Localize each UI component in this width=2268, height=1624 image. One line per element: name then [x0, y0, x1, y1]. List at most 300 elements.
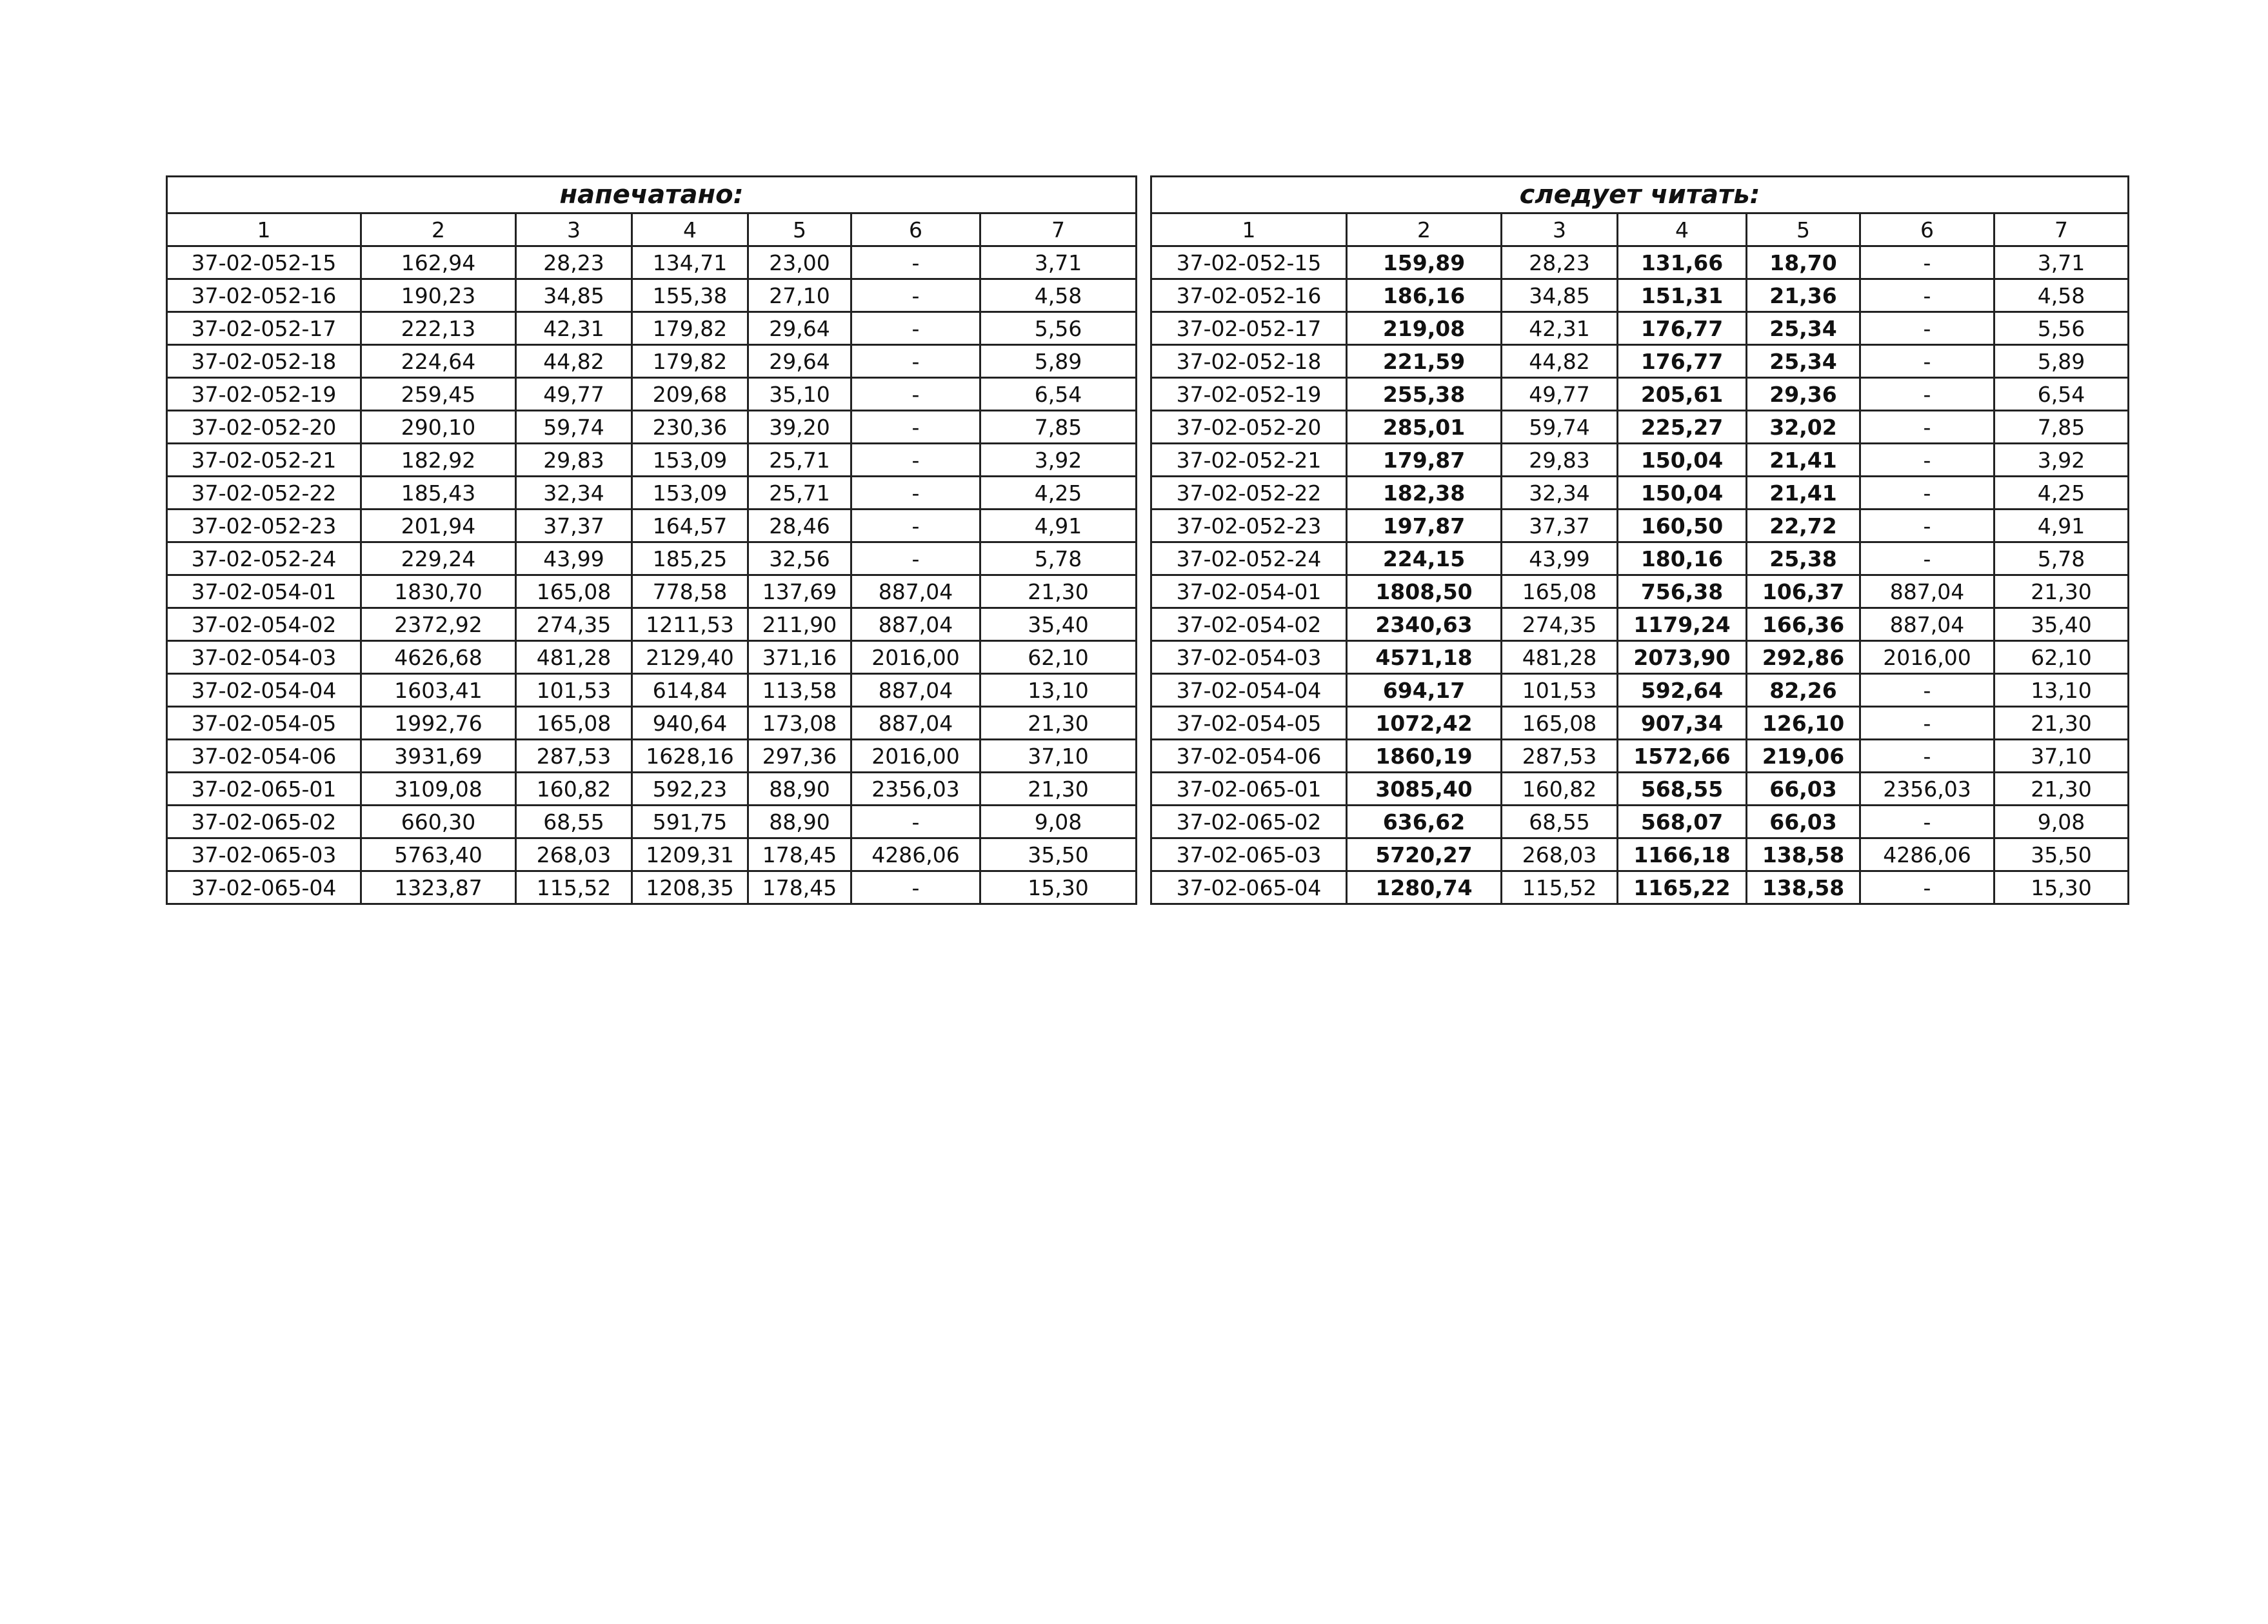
- table-cell: 186,16: [1347, 279, 1502, 312]
- table-cell: -: [851, 871, 980, 904]
- table-cell: 211,90: [748, 608, 851, 641]
- table-cell: 4571,18: [1347, 641, 1502, 674]
- table-cell: 134,71: [632, 246, 748, 279]
- table-cell: -: [1860, 345, 1994, 378]
- row-code-cell: 37-02-054-01: [167, 575, 361, 608]
- table-cell: 22,72: [1747, 510, 1860, 542]
- printed-column-number: 2: [361, 213, 516, 246]
- table-cell: 887,04: [851, 674, 980, 707]
- table-cell: -: [851, 542, 980, 575]
- row-code-cell: 37-02-052-24: [167, 542, 361, 575]
- row-code-cell: 37-02-065-03: [167, 838, 361, 871]
- table-cell: 37,37: [1502, 510, 1618, 542]
- table-cell: -: [851, 477, 980, 510]
- table-cell: 178,45: [748, 838, 851, 871]
- row-code-cell: 37-02-054-02: [1151, 608, 1347, 641]
- table-row: [167, 740, 1137, 773]
- table-cell: 290,10: [361, 411, 516, 444]
- table-cell: -: [1860, 444, 1994, 477]
- table-cell: 29,83: [1502, 444, 1618, 477]
- table-cell: 25,38: [1747, 542, 1860, 575]
- table-cell: 21,41: [1747, 477, 1860, 510]
- row-code-cell: 37-02-054-04: [1151, 674, 1347, 707]
- table-cell: 1628,16: [632, 740, 748, 773]
- table-cell: 160,82: [516, 773, 632, 806]
- table-cell: 82,26: [1747, 674, 1860, 707]
- table-row: [167, 246, 1137, 279]
- table-cell: 180,16: [1618, 542, 1747, 575]
- table-cell: 35,50: [980, 838, 1137, 871]
- table-row: [1151, 608, 2129, 641]
- table-cell: -: [1860, 312, 1994, 345]
- table-cell: 1165,22: [1618, 871, 1747, 904]
- printed-table: [166, 175, 1137, 905]
- table-cell: 201,94: [361, 510, 516, 542]
- table-cell: 131,66: [1618, 246, 1747, 279]
- table-cell: 660,30: [361, 806, 516, 838]
- table-cell: 25,34: [1747, 345, 1860, 378]
- table-cell: 21,41: [1747, 444, 1860, 477]
- printed-column-number: 7: [980, 213, 1137, 246]
- table-cell: 159,89: [1347, 246, 1502, 279]
- table-cell: 25,34: [1747, 312, 1860, 345]
- row-code-cell: 37-02-052-20: [167, 411, 361, 444]
- table-cell: 7,85: [1994, 411, 2129, 444]
- table-row: [1151, 773, 2129, 806]
- corrected-column-number: 7: [1994, 213, 2129, 246]
- table-cell: 255,38: [1347, 378, 1502, 411]
- table-cell: 15,30: [1994, 871, 2129, 904]
- table-cell: -: [851, 806, 980, 838]
- table-row: [167, 806, 1137, 838]
- table-cell: 1603,41: [361, 674, 516, 707]
- table-row: [1151, 740, 2129, 773]
- table-cell: 28,23: [1502, 246, 1618, 279]
- table-cell: 29,64: [748, 345, 851, 378]
- table-cell: -: [1860, 740, 1994, 773]
- table-cell: 190,23: [361, 279, 516, 312]
- table-cell: -: [851, 378, 980, 411]
- table-cell: 1166,18: [1618, 838, 1747, 871]
- table-cell: 481,28: [1502, 641, 1618, 674]
- printed-column-number: 3: [516, 213, 632, 246]
- table-cell: 694,17: [1347, 674, 1502, 707]
- corrected-column-number: 4: [1618, 213, 1747, 246]
- table-row: [1151, 871, 2129, 904]
- table-row: [167, 312, 1137, 345]
- table-cell: -: [851, 312, 980, 345]
- table-cell: 160,82: [1502, 773, 1618, 806]
- table-row: [1151, 707, 2129, 740]
- row-code-cell: 37-02-052-19: [1151, 378, 1347, 411]
- table-cell: 15,30: [980, 871, 1137, 904]
- table-cell: -: [851, 411, 980, 444]
- printed-table-title-row: [167, 177, 1137, 213]
- row-code-cell: 37-02-052-22: [167, 477, 361, 510]
- row-code-cell: 37-02-052-16: [167, 279, 361, 312]
- table-cell: 7,85: [980, 411, 1137, 444]
- table-cell: 153,09: [632, 444, 748, 477]
- row-code-cell: 37-02-065-03: [1151, 838, 1347, 871]
- table-cell: 101,53: [516, 674, 632, 707]
- table-cell: 224,15: [1347, 542, 1502, 575]
- table-cell: 6,54: [1994, 378, 2129, 411]
- table-cell: 4,25: [980, 477, 1137, 510]
- table-cell: 66,03: [1747, 806, 1860, 838]
- table-cell: 3931,69: [361, 740, 516, 773]
- table-cell: 2356,03: [1860, 773, 1994, 806]
- table-cell: 115,52: [1502, 871, 1618, 904]
- printed-table-container: [166, 175, 1135, 905]
- table-cell: 185,43: [361, 477, 516, 510]
- table-cell: -: [851, 345, 980, 378]
- table-cell: 225,27: [1618, 411, 1747, 444]
- table-cell: 68,55: [1502, 806, 1618, 838]
- table-row: [1151, 378, 2129, 411]
- table-cell: 29,64: [748, 312, 851, 345]
- table-cell: 43,99: [516, 542, 632, 575]
- table-cell: -: [1860, 510, 1994, 542]
- table-cell: 66,03: [1747, 773, 1860, 806]
- table-cell: 23,00: [748, 246, 851, 279]
- table-cell: 179,82: [632, 312, 748, 345]
- corrected-table-column-numbers: [1151, 213, 2129, 246]
- table-cell: 9,08: [980, 806, 1137, 838]
- table-cell: 2129,40: [632, 641, 748, 674]
- table-cell: 778,58: [632, 575, 748, 608]
- table-row: [167, 510, 1137, 542]
- printed-column-number: 5: [748, 213, 851, 246]
- table-cell: -: [1860, 246, 1994, 279]
- table-cell: 29,36: [1747, 378, 1860, 411]
- table-cell: 179,82: [632, 345, 748, 378]
- table-cell: 59,74: [516, 411, 632, 444]
- table-cell: 164,57: [632, 510, 748, 542]
- printed-table-body: [167, 246, 1137, 904]
- table-cell: 3109,08: [361, 773, 516, 806]
- table-cell: 27,10: [748, 279, 851, 312]
- row-code-cell: 37-02-052-16: [1151, 279, 1347, 312]
- table-cell: 1323,87: [361, 871, 516, 904]
- table-cell: 113,58: [748, 674, 851, 707]
- printed-column-number: 6: [851, 213, 980, 246]
- table-cell: 887,04: [851, 575, 980, 608]
- table-cell: 138,58: [1747, 838, 1860, 871]
- row-code-cell: 37-02-052-23: [1151, 510, 1347, 542]
- table-cell: 887,04: [1860, 608, 1994, 641]
- table-row: [167, 707, 1137, 740]
- table-cell: -: [1860, 674, 1994, 707]
- table-row: [167, 279, 1137, 312]
- table-cell: 219,06: [1747, 740, 1860, 773]
- table-cell: 43,99: [1502, 542, 1618, 575]
- table-cell: 165,08: [1502, 707, 1618, 740]
- table-row: [167, 608, 1137, 641]
- table-cell: 151,31: [1618, 279, 1747, 312]
- table-cell: 101,53: [1502, 674, 1618, 707]
- table-cell: 4626,68: [361, 641, 516, 674]
- table-cell: 35,40: [1994, 608, 2129, 641]
- table-cell: 1992,76: [361, 707, 516, 740]
- table-cell: 32,34: [1502, 477, 1618, 510]
- table-cell: -: [1860, 378, 1994, 411]
- table-cell: 173,08: [748, 707, 851, 740]
- row-code-cell: 37-02-052-22: [1151, 477, 1347, 510]
- table-cell: 59,74: [1502, 411, 1618, 444]
- row-code-cell: 37-02-065-02: [167, 806, 361, 838]
- row-code-cell: 37-02-052-19: [167, 378, 361, 411]
- table-cell: 3,92: [980, 444, 1137, 477]
- table-cell: 166,36: [1747, 608, 1860, 641]
- row-code-cell: 37-02-054-04: [167, 674, 361, 707]
- table-cell: 21,30: [1994, 575, 2129, 608]
- table-cell: 21,30: [1994, 707, 2129, 740]
- table-cell: 34,85: [1502, 279, 1618, 312]
- table-cell: 1280,74: [1347, 871, 1502, 904]
- table-cell: 21,36: [1747, 279, 1860, 312]
- table-row: [1151, 477, 2129, 510]
- table-row: [167, 575, 1137, 608]
- table-cell: 297,36: [748, 740, 851, 773]
- table-cell: 887,04: [851, 608, 980, 641]
- table-cell: 5,56: [980, 312, 1137, 345]
- table-cell: 32,34: [516, 477, 632, 510]
- table-row: [167, 378, 1137, 411]
- table-cell: -: [1860, 871, 1994, 904]
- row-code-cell: 37-02-065-04: [1151, 871, 1347, 904]
- table-cell: 35,10: [748, 378, 851, 411]
- row-code-cell: 37-02-054-02: [167, 608, 361, 641]
- table-cell: 155,38: [632, 279, 748, 312]
- row-code-cell: 37-02-052-23: [167, 510, 361, 542]
- table-cell: 49,77: [1502, 378, 1618, 411]
- table-cell: 268,03: [1502, 838, 1618, 871]
- row-code-cell: 37-02-052-21: [1151, 444, 1347, 477]
- table-cell: 42,31: [1502, 312, 1618, 345]
- table-cell: 5,56: [1994, 312, 2129, 345]
- table-row: [1151, 674, 2129, 707]
- table-row: [1151, 411, 2129, 444]
- table-cell: 18,70: [1747, 246, 1860, 279]
- table-cell: 37,37: [516, 510, 632, 542]
- table-cell: 21,30: [980, 773, 1137, 806]
- table-cell: 185,25: [632, 542, 748, 575]
- row-code-cell: 37-02-054-03: [1151, 641, 1347, 674]
- table-cell: -: [851, 246, 980, 279]
- table-cell: 371,16: [748, 641, 851, 674]
- table-cell: 2073,90: [1618, 641, 1747, 674]
- table-row: [1151, 838, 2129, 871]
- table-cell: 39,20: [748, 411, 851, 444]
- table-cell: 37,10: [1994, 740, 2129, 773]
- row-code-cell: 37-02-052-20: [1151, 411, 1347, 444]
- row-code-cell: 37-02-054-03: [167, 641, 361, 674]
- corrected-table-title-row: [1151, 177, 2129, 213]
- table-cell: 126,10: [1747, 707, 1860, 740]
- row-code-cell: 37-02-052-18: [1151, 345, 1347, 378]
- table-cell: -: [1860, 279, 1994, 312]
- table-cell: 3085,40: [1347, 773, 1502, 806]
- table-cell: 287,53: [1502, 740, 1618, 773]
- table-cell: 229,24: [361, 542, 516, 575]
- table-cell: 32,02: [1747, 411, 1860, 444]
- table-cell: 592,23: [632, 773, 748, 806]
- table-cell: 259,45: [361, 378, 516, 411]
- table-cell: 6,54: [980, 378, 1137, 411]
- row-code-cell: 37-02-065-01: [167, 773, 361, 806]
- table-cell: 1572,66: [1618, 740, 1747, 773]
- table-cell: 3,71: [980, 246, 1137, 279]
- table-cell: 37,10: [980, 740, 1137, 773]
- table-cell: 32,56: [748, 542, 851, 575]
- table-row: [1151, 279, 2129, 312]
- table-cell: 182,92: [361, 444, 516, 477]
- row-code-cell: 37-02-065-01: [1151, 773, 1347, 806]
- corrected-column-number: 5: [1747, 213, 1860, 246]
- table-cell: 1208,35: [632, 871, 748, 904]
- table-cell: 614,84: [632, 674, 748, 707]
- printed-table-column-numbers: [167, 213, 1137, 246]
- row-code-cell: 37-02-052-17: [1151, 312, 1347, 345]
- table-cell: 137,69: [748, 575, 851, 608]
- printed-column-number: 4: [632, 213, 748, 246]
- table-cell: 25,71: [748, 444, 851, 477]
- table-cell: 636,62: [1347, 806, 1502, 838]
- table-cell: 292,86: [1747, 641, 1860, 674]
- table-cell: 25,71: [748, 477, 851, 510]
- table-cell: 907,34: [1618, 707, 1747, 740]
- table-cell: 5,89: [1994, 345, 2129, 378]
- table-row: [1151, 575, 2129, 608]
- table-cell: 2340,63: [1347, 608, 1502, 641]
- table-cell: 4,58: [1994, 279, 2129, 312]
- table-row: [167, 411, 1137, 444]
- row-code-cell: 37-02-052-17: [167, 312, 361, 345]
- table-cell: 28,46: [748, 510, 851, 542]
- table-cell: 88,90: [748, 773, 851, 806]
- table-cell: 5763,40: [361, 838, 516, 871]
- table-cell: 222,13: [361, 312, 516, 345]
- table-cell: 13,10: [980, 674, 1137, 707]
- table-cell: 138,58: [1747, 871, 1860, 904]
- row-code-cell: 37-02-052-15: [1151, 246, 1347, 279]
- table-cell: 165,08: [1502, 575, 1618, 608]
- corrected-table: [1150, 175, 2129, 905]
- table-cell: 287,53: [516, 740, 632, 773]
- row-code-cell: 37-02-052-15: [167, 246, 361, 279]
- table-row: [1151, 510, 2129, 542]
- table-row: [167, 674, 1137, 707]
- corrected-column-number: 2: [1347, 213, 1502, 246]
- table-cell: 568,55: [1618, 773, 1747, 806]
- table-cell: 35,50: [1994, 838, 2129, 871]
- table-cell: 887,04: [851, 707, 980, 740]
- row-code-cell: 37-02-054-01: [1151, 575, 1347, 608]
- printed-table-title: напечатано:: [167, 177, 1137, 213]
- table-cell: 160,50: [1618, 510, 1747, 542]
- table-cell: 1072,42: [1347, 707, 1502, 740]
- table-row: [1151, 641, 2129, 674]
- table-row: [167, 477, 1137, 510]
- table-cell: 176,77: [1618, 312, 1747, 345]
- table-cell: -: [1860, 542, 1994, 575]
- table-cell: 1211,53: [632, 608, 748, 641]
- table-row: [167, 345, 1137, 378]
- table-cell: -: [1860, 477, 1994, 510]
- table-cell: -: [851, 510, 980, 542]
- row-code-cell: 37-02-065-02: [1151, 806, 1347, 838]
- table-cell: 205,61: [1618, 378, 1747, 411]
- table-cell: 219,08: [1347, 312, 1502, 345]
- table-cell: 2356,03: [851, 773, 980, 806]
- table-row: [1151, 444, 2129, 477]
- table-cell: 162,94: [361, 246, 516, 279]
- table-cell: 4,91: [980, 510, 1137, 542]
- row-code-cell: 37-02-052-18: [167, 345, 361, 378]
- table-cell: 29,83: [516, 444, 632, 477]
- table-row: [167, 773, 1137, 806]
- table-cell: 285,01: [1347, 411, 1502, 444]
- table-cell: 5,78: [1994, 542, 2129, 575]
- table-cell: 887,04: [1860, 575, 1994, 608]
- table-cell: 5,78: [980, 542, 1137, 575]
- table-cell: 756,38: [1618, 575, 1747, 608]
- table-cell: 2016,00: [1860, 641, 1994, 674]
- table-cell: -: [851, 444, 980, 477]
- table-cell: 88,90: [748, 806, 851, 838]
- row-code-cell: 37-02-054-05: [167, 707, 361, 740]
- table-row: [167, 444, 1137, 477]
- row-code-cell: 37-02-052-21: [167, 444, 361, 477]
- table-cell: -: [1860, 806, 1994, 838]
- corrected-column-number: 1: [1151, 213, 1347, 246]
- table-cell: 182,38: [1347, 477, 1502, 510]
- table-cell: 568,07: [1618, 806, 1747, 838]
- table-cell: 178,45: [748, 871, 851, 904]
- table-cell: 4,25: [1994, 477, 2129, 510]
- table-cell: 2372,92: [361, 608, 516, 641]
- table-cell: 268,03: [516, 838, 632, 871]
- table-cell: 4286,06: [1860, 838, 1994, 871]
- table-cell: 940,64: [632, 707, 748, 740]
- table-cell: 5720,27: [1347, 838, 1502, 871]
- table-cell: 221,59: [1347, 345, 1502, 378]
- corrected-table-title: следует читать:: [1151, 177, 2129, 213]
- table-cell: 150,04: [1618, 477, 1747, 510]
- table-cell: 106,37: [1747, 575, 1860, 608]
- table-cell: 34,85: [516, 279, 632, 312]
- table-cell: 4,58: [980, 279, 1137, 312]
- table-cell: 1830,70: [361, 575, 516, 608]
- table-cell: 1179,24: [1618, 608, 1747, 641]
- table-cell: 153,09: [632, 477, 748, 510]
- table-cell: 481,28: [516, 641, 632, 674]
- table-cell: 165,08: [516, 575, 632, 608]
- table-cell: 115,52: [516, 871, 632, 904]
- table-row: [1151, 806, 2129, 838]
- table-cell: 274,35: [516, 608, 632, 641]
- table-cell: 21,30: [1994, 773, 2129, 806]
- table-cell: 4,91: [1994, 510, 2129, 542]
- table-cell: 1209,31: [632, 838, 748, 871]
- table-cell: 21,30: [980, 707, 1137, 740]
- table-cell: 1860,19: [1347, 740, 1502, 773]
- table-cell: 2016,00: [851, 641, 980, 674]
- table-cell: 44,82: [1502, 345, 1618, 378]
- table-cell: 209,68: [632, 378, 748, 411]
- table-cell: 3,92: [1994, 444, 2129, 477]
- table-cell: 165,08: [516, 707, 632, 740]
